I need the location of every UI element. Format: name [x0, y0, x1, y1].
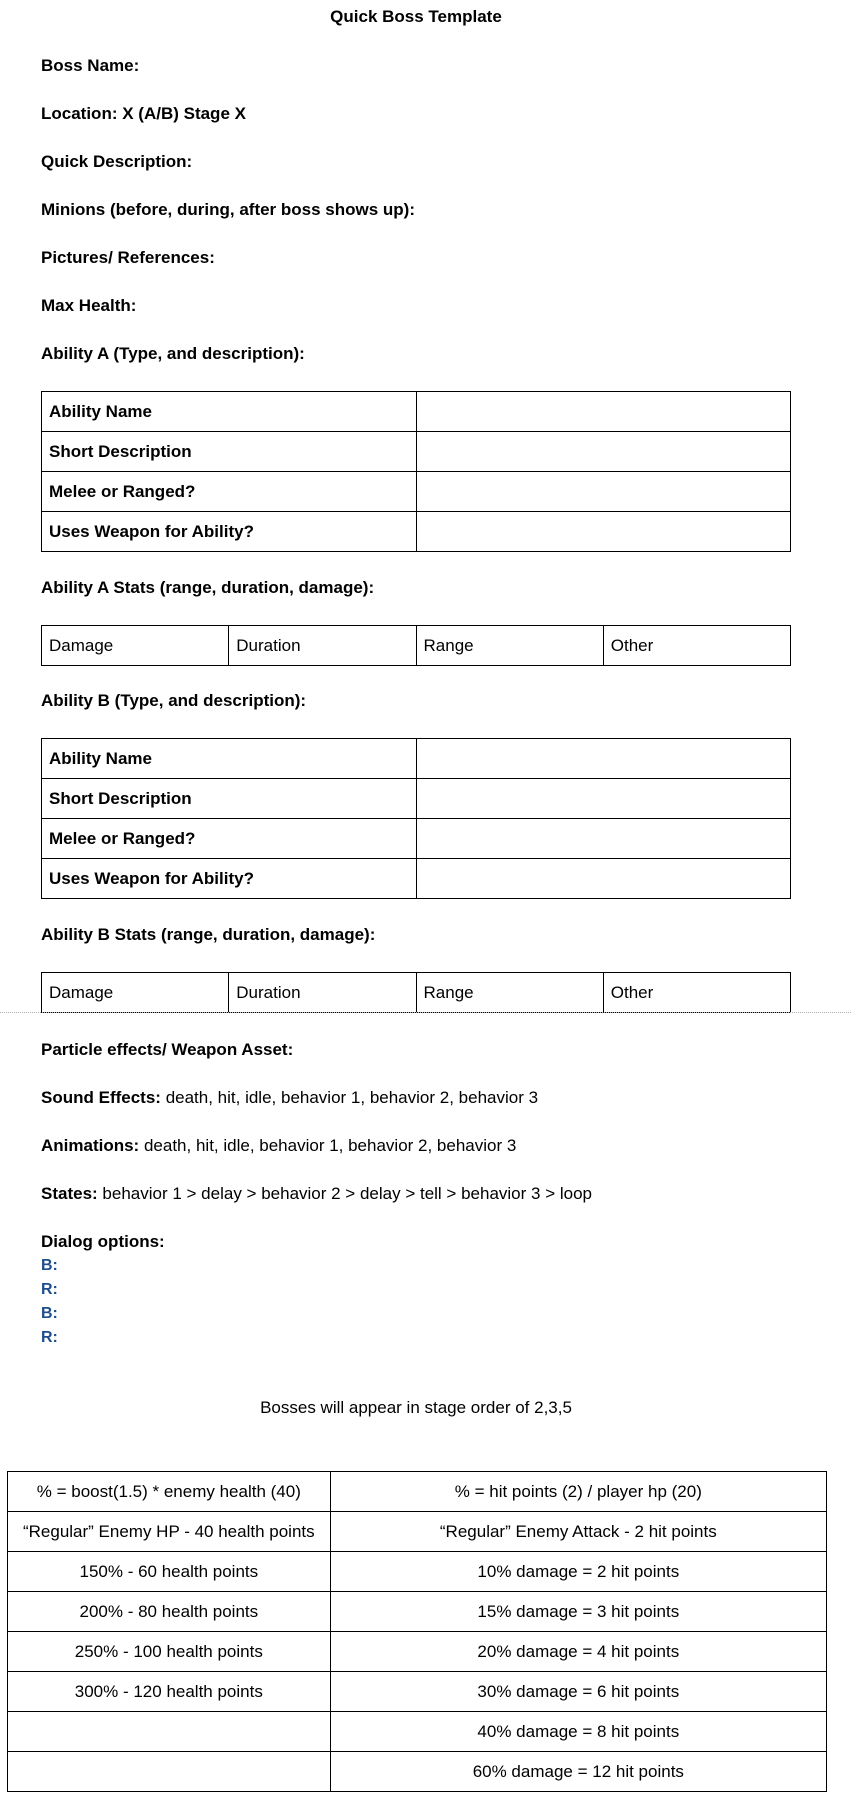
dialog-line: B:	[41, 1305, 58, 1322]
ability-b-table	[41, 738, 791, 899]
table-row	[42, 472, 791, 512]
table-row	[8, 1672, 827, 1712]
page-break-divider	[0, 1012, 851, 1013]
damage-cell: 30% damage = 6 hit points	[330, 1672, 826, 1712]
stage-order-note: Bosses will appear in stage order of 2,3,5	[260, 1398, 572, 1417]
health-damage-table	[7, 1471, 827, 1792]
location-label: Location: X (A/B) Stage X	[41, 104, 246, 123]
health-cell	[8, 1712, 331, 1752]
table-row	[8, 1752, 827, 1792]
range-cell[interactable]: Range	[416, 626, 603, 666]
duration-cell[interactable]: Duration	[229, 973, 416, 1013]
dialog-line: R:	[41, 1329, 58, 1346]
table-row	[42, 512, 791, 552]
short-description-cell: Short Description	[42, 779, 417, 819]
minions-label: Minions (before, during, after boss shows up):	[41, 200, 416, 219]
uses-weapon-cell: Uses Weapon for Ability?	[42, 859, 417, 899]
table-row	[42, 859, 791, 899]
pictures-references-label: Pictures/ References:	[41, 248, 215, 267]
dialog-line: B:	[41, 1257, 58, 1274]
sound-effects-label: Sound Effects:	[41, 1088, 161, 1107]
dialog-options-label: Dialog options:	[41, 1232, 165, 1251]
ability-a-label: Ability A (Type, and description):	[41, 344, 305, 363]
ability-value-cell[interactable]	[417, 859, 791, 899]
health-cell: 300% - 120 health points	[8, 1672, 331, 1712]
table-row	[42, 432, 791, 472]
boss-name-label: Boss Name:	[41, 56, 140, 75]
damage-cell: 60% damage = 12 hit points	[330, 1752, 826, 1792]
ability-a-table	[41, 391, 791, 552]
max-health-label: Max Health:	[41, 296, 137, 315]
damage-cell: 20% damage = 4 hit points	[330, 1632, 826, 1672]
ability-name-cell: Ability Name	[42, 739, 417, 779]
ability-b-label: Ability B (Type, and description):	[41, 691, 307, 710]
particle-effects-label: Particle effects/ Weapon Asset:	[41, 1040, 294, 1059]
damage-cell[interactable]: Damage	[42, 626, 229, 666]
states-line	[41, 1184, 592, 1204]
other-cell[interactable]: Other	[603, 626, 790, 666]
health-cell: % = boost(1.5) * enemy health (40)	[8, 1472, 331, 1512]
table-row	[42, 626, 791, 666]
other-cell[interactable]: Other	[603, 973, 790, 1013]
ability-a-stats-table	[41, 625, 791, 666]
animations-value: death, hit, idle, behavior 1, behavior 2, behavior 3	[143, 1136, 517, 1155]
health-cell: 200% - 80 health points	[8, 1592, 331, 1632]
ability-value-cell[interactable]	[417, 432, 791, 472]
sound-effects-value: death, hit, idle, behavior 1, behavior 2, behavior 3	[165, 1088, 539, 1107]
table-row	[42, 779, 791, 819]
table-row	[8, 1472, 827, 1512]
damage-cell: % = hit points (2) / player hp (20)	[330, 1472, 826, 1512]
damage-cell: “Regular” Enemy Attack - 2 hit points	[330, 1512, 826, 1552]
dialog-line: R:	[41, 1281, 58, 1298]
damage-cell: 40% damage = 8 hit points	[330, 1712, 826, 1752]
ability-value-cell[interactable]	[417, 472, 791, 512]
table-row	[8, 1592, 827, 1632]
states-label: States:	[41, 1184, 98, 1203]
range-cell[interactable]: Range	[416, 973, 603, 1013]
animations-label: Animations:	[41, 1136, 140, 1155]
ability-value-cell[interactable]	[417, 739, 791, 779]
damage-cell[interactable]: Damage	[42, 973, 229, 1013]
health-cell: 150% - 60 health points	[8, 1552, 331, 1592]
uses-weapon-cell: Uses Weapon for Ability?	[42, 512, 417, 552]
health-cell: “Regular” Enemy HP - 40 health points	[8, 1512, 331, 1552]
duration-cell[interactable]: Duration	[229, 626, 416, 666]
states-value: behavior 1 > delay > behavior 2 > delay > tell > behavior 3 > loop	[102, 1184, 592, 1203]
short-description-cell: Short Description	[42, 432, 417, 472]
ability-value-cell[interactable]	[417, 392, 791, 432]
table-row	[8, 1712, 827, 1752]
table-row	[8, 1632, 827, 1672]
table-row	[42, 819, 791, 859]
table-row	[8, 1552, 827, 1592]
ability-b-stats-table	[41, 972, 791, 1013]
damage-cell: 15% damage = 3 hit points	[330, 1592, 826, 1632]
ability-value-cell[interactable]	[417, 779, 791, 819]
ability-name-cell: Ability Name	[42, 392, 417, 432]
table-row	[42, 973, 791, 1013]
health-cell: 250% - 100 health points	[8, 1632, 331, 1672]
table-row	[8, 1512, 827, 1552]
melee-ranged-cell: Melee or Ranged?	[42, 472, 417, 512]
sound-effects-line	[41, 1088, 538, 1108]
damage-cell: 10% damage = 2 hit points	[330, 1552, 826, 1592]
ability-value-cell[interactable]	[417, 512, 791, 552]
table-row	[42, 392, 791, 432]
animations-line	[41, 1136, 516, 1156]
quick-description-label: Quick Description:	[41, 152, 193, 171]
table-row	[42, 739, 791, 779]
document-title: Quick Boss Template	[330, 7, 502, 26]
ability-a-stats-label: Ability A Stats (range, duration, damage):	[41, 578, 375, 597]
melee-ranged-cell: Melee or Ranged?	[42, 819, 417, 859]
ability-value-cell[interactable]	[417, 819, 791, 859]
ability-b-stats-label: Ability B Stats (range, duration, damage):	[41, 925, 376, 944]
health-cell	[8, 1752, 331, 1792]
